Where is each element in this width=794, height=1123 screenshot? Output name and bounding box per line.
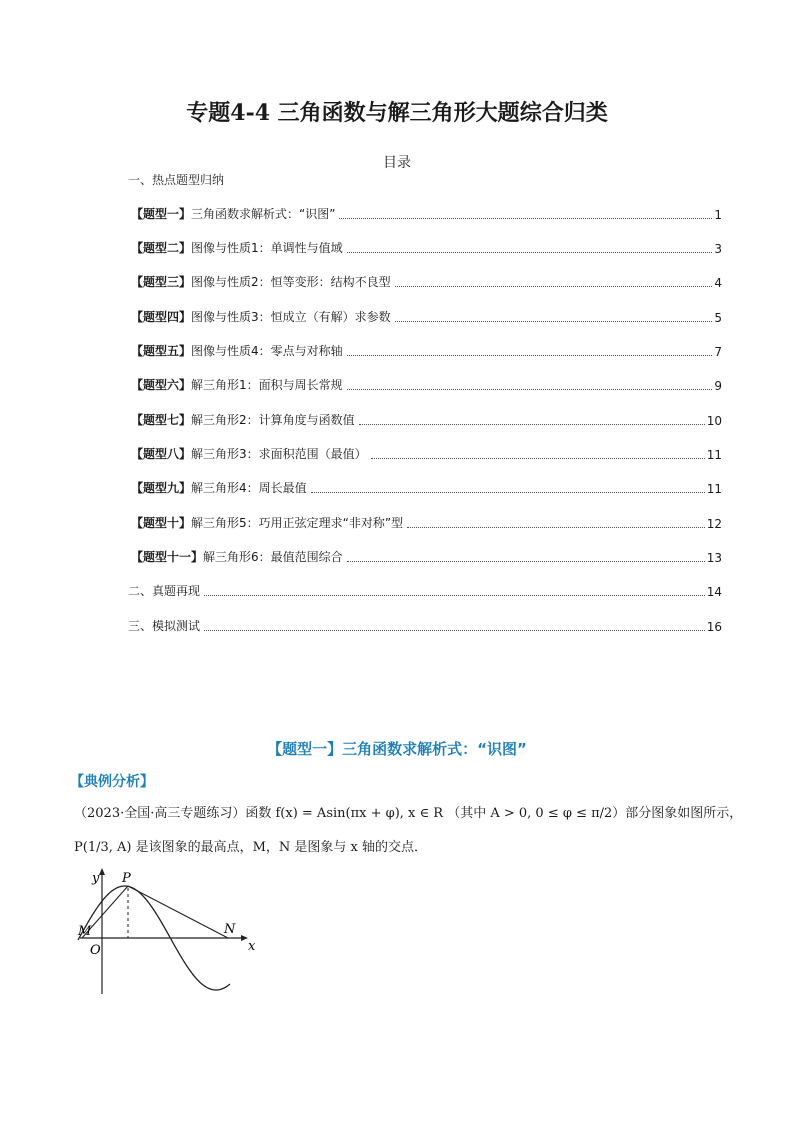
problem-text-line-1: （2023·全国·高三专题练习）函数 f(x) = Asin(πx + φ), x ∈ R （其中 A > 0, 0 ≤ φ ≤ π/2）部分图象如图所示， — [74, 806, 743, 821]
origin-label: O — [90, 943, 101, 958]
toc-item-tag: 【题型十】 — [131, 516, 192, 530]
toc-item[interactable] — [131, 274, 722, 290]
section-header: 【题型一】三角函数求解析式：“识图” — [267, 740, 527, 758]
toc-dot-leader — [371, 458, 705, 459]
toc-item-tag: 【题型三】 — [131, 275, 192, 289]
toc-item-label — [131, 514, 403, 531]
toc-item[interactable] — [131, 480, 722, 496]
function-graph-figure — [74, 866, 274, 996]
toc-item-label — [131, 548, 343, 565]
example-label: 【典例分析】 — [70, 774, 154, 790]
toc-item-page: 3 — [714, 242, 722, 256]
toc-item[interactable] — [131, 343, 722, 359]
toc-dot-leader — [395, 321, 713, 322]
toc-item-page: 11 — [706, 448, 722, 462]
toc-item-text: 解三角形4：周长最值 — [191, 481, 307, 495]
page-title: 专题4-4 三角函数与解三角形大题综合归类 — [186, 100, 608, 126]
toc-item-page: 12 — [706, 517, 722, 531]
x-axis-label: x — [248, 939, 256, 954]
toc-item-label — [131, 342, 343, 359]
toc-dot-leader — [347, 561, 705, 562]
toc-dot-leader — [347, 389, 713, 390]
point-p-label: P — [122, 871, 131, 886]
toc-item-page: 5 — [714, 311, 722, 325]
toc-item-tag: 【题型四】 — [131, 310, 192, 324]
point-n-label: N — [224, 922, 236, 937]
toc-item-text: 图像与性质1：单调性与值域 — [191, 241, 343, 255]
toc-item-label — [128, 617, 200, 634]
toc-item-page: 4 — [714, 276, 722, 290]
toc-item-text: 解三角形2：计算角度与函数值 — [191, 413, 355, 427]
y-axis-label: y — [92, 871, 100, 886]
toc-item-tag: 【题型七】 — [131, 413, 192, 427]
toc-dot-leader — [339, 218, 712, 219]
toc-dot-leader — [395, 286, 713, 287]
problem-text-line-2: P(1/3, A) 是该图象的最高点，M，N 是图象与 x 轴的交点． — [74, 840, 428, 855]
toc-item-label — [131, 308, 391, 325]
toc-item-label — [131, 376, 343, 393]
toc-item-tag: 【题型六】 — [131, 378, 192, 392]
toc-item-text: 解三角形6：最值范围综合 — [203, 550, 343, 564]
toc-item-label — [128, 582, 200, 599]
toc-item-tag: 【题型十一】 — [131, 550, 204, 564]
toc-item-text: 三、模拟测试 — [128, 619, 201, 633]
segment-pn — [128, 886, 228, 938]
toc-item-label — [131, 479, 307, 496]
toc-item-page: 1 — [714, 208, 722, 222]
toc-heading: 目录 — [383, 155, 411, 171]
toc-item-text: 解三角形1：面积与周长常规 — [191, 378, 343, 392]
toc-item-page: 11 — [706, 482, 722, 496]
toc-item-page: 14 — [706, 585, 722, 599]
toc-item-tag: 【题型九】 — [131, 481, 192, 495]
toc-item-text: 二、真题再现 — [128, 584, 201, 598]
toc-item[interactable] — [131, 377, 722, 393]
toc-item-text: 解三角形3：求面积范围（最值） — [191, 447, 367, 461]
toc-item[interactable] — [131, 240, 722, 256]
toc-item-label — [131, 205, 335, 222]
toc-item[interactable] — [128, 172, 722, 188]
y-axis-arrow-icon — [99, 868, 105, 875]
toc-item[interactable] — [128, 618, 722, 634]
toc-item[interactable] — [131, 446, 722, 462]
x-axis-arrow-icon — [241, 935, 248, 941]
toc-item-text: 一、热点题型归纳 — [128, 173, 225, 187]
toc-item[interactable] — [131, 515, 722, 531]
toc-dot-leader — [311, 492, 705, 493]
toc-item-tag: 【题型一】 — [131, 207, 192, 221]
toc-item-label — [131, 411, 355, 428]
toc-item-page: 16 — [706, 620, 722, 634]
toc-item-label — [128, 171, 224, 188]
point-m-label: M — [78, 924, 92, 939]
toc-item[interactable] — [131, 309, 722, 325]
toc-item-page: 7 — [714, 345, 722, 359]
toc-item-text: 解三角形5：巧用正弦定理求“非对称”型 — [191, 516, 404, 530]
toc-dot-leader — [407, 527, 705, 528]
toc-item-text: 图像与性质3：恒成立（有解）求参数 — [191, 310, 391, 324]
toc-item[interactable] — [131, 412, 722, 428]
toc-dot-leader — [347, 252, 713, 253]
toc-item-tag: 【题型二】 — [131, 241, 192, 255]
toc-dot-leader — [347, 355, 713, 356]
toc-item-tag: 【题型八】 — [131, 447, 192, 461]
toc-item-text: 图像与性质2：恒等变形：结构不良型 — [191, 275, 391, 289]
toc-item-tag: 【题型五】 — [131, 344, 192, 358]
toc-item-label — [131, 239, 343, 256]
toc-item-page: 13 — [706, 551, 722, 565]
toc-item[interactable] — [131, 206, 722, 222]
toc-item-text: 三角函数求解析式：“识图” — [191, 207, 336, 221]
toc-item-label — [131, 273, 391, 290]
toc-item[interactable] — [128, 583, 722, 599]
toc-dot-leader — [359, 424, 705, 425]
toc-item-page: 10 — [706, 414, 722, 428]
toc-item-page: 9 — [714, 379, 722, 393]
toc-item[interactable] — [131, 549, 722, 565]
toc-item-text: 图像与性质4：零点与对称轴 — [191, 344, 343, 358]
toc-dot-leader — [204, 630, 705, 631]
toc-item-label — [131, 445, 367, 462]
toc-dot-leader — [204, 595, 705, 596]
